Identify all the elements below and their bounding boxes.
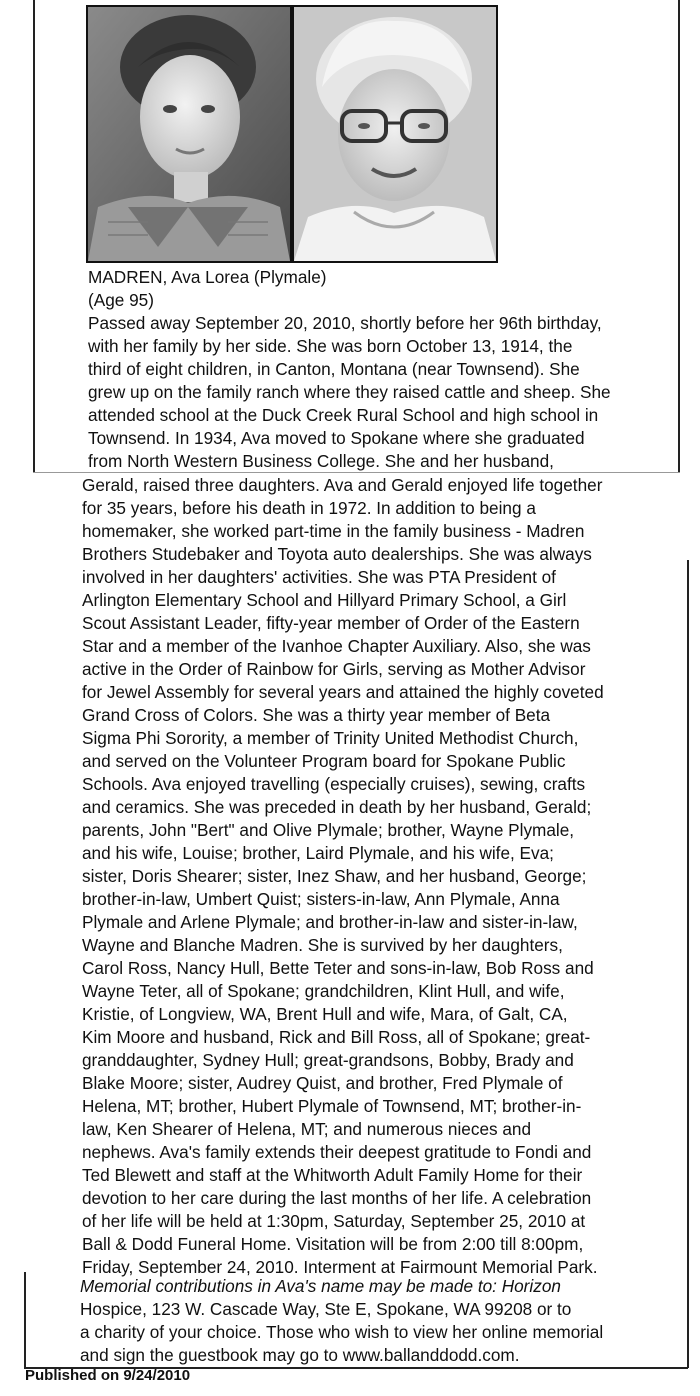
text-line: active in the Order of Rainbow for Girls, serving as Mother Advisor — [82, 659, 586, 679]
text-line: Blake Moore; sister, Audrey Quist, and brother, Fred Plymale of — [82, 1073, 563, 1093]
text-line: Gerald, raised three daughters. Ava and Gerald enjoyed life together — [82, 475, 603, 495]
text-line: Schools. Ava enjoyed travelling (especially cruises), sewing, crafts — [82, 774, 586, 794]
text-line: of her life will be held at 1:30pm, Saturday, September 25, 2010 at — [82, 1211, 586, 1231]
text-line: Grand Cross of Colors. She was a thirty year member of Beta — [82, 705, 551, 725]
text-line: Townsend. In 1934, Ava moved to Spokane where she graduated — [88, 428, 585, 448]
clip-border-right-bottom — [687, 560, 689, 1368]
text-line: Wayne Teter, all of Spokane; grandchildren, Klint Hull, and wife, — [82, 981, 565, 1001]
elderly-portrait-photo — [294, 7, 496, 261]
text-line: Carol Ross, Nancy Hull, Bette Teter and sons-in-law, Bob Ross and — [82, 958, 594, 978]
text-line: for Jewel Assembly for several years and attained the highly coveted — [82, 682, 604, 702]
text-line: Friday, September 24, 2010. Interment at Fairmount Memorial Park. — [82, 1257, 598, 1277]
text-line: Scout Assistant Leader, fifty-year member of Order of the Eastern — [82, 613, 580, 633]
clip-border-left-bottom — [24, 1272, 26, 1368]
clip-border-right-top — [678, 0, 680, 473]
text-line: Passed away September 20, 2010, shortly before her 96th birthday, — [88, 313, 602, 333]
text-line: Kristie, of Longview, WA, Brent Hull and wife, Mara, of Galt, CA, — [82, 1004, 568, 1024]
text-line: Ball & Dodd Funeral Home. Visitation will be from 2:00 till 8:00pm, — [82, 1234, 584, 1254]
text-line: Arlington Elementary School and Hillyard Primary School, a Girl — [82, 590, 567, 610]
text-line: Sigma Phi Sorority, a member of Trinity United Methodist Church, — [82, 728, 579, 748]
obituary-text-memorial — [80, 1275, 603, 1367]
text-line: nephews. Ava's family extends their deepest gratitude to Fondi and — [82, 1142, 592, 1162]
text-line: Wayne and Blanche Madren. She is survived by her daughters, — [82, 935, 563, 955]
text-line: Brothers Studebaker and Toyota auto dealerships. She was always — [82, 544, 592, 564]
obituary-text-top — [88, 266, 611, 473]
published-date: Published on 9/24/2010 — [25, 1367, 191, 1384]
text-line: Star and a member of the Ivanhoe Chapter Auxiliary. Also, she was — [82, 636, 591, 656]
text-line: from North Western Business College. She and her husband, — [88, 451, 554, 471]
text-line: and his wife, Louise; brother, Laird Plymale, and his wife, Eva; — [82, 843, 554, 863]
text-line: Ted Blewett and staff at the Whitworth Adult Family Home for their — [82, 1165, 583, 1185]
young-portrait-photo — [88, 7, 290, 261]
text-line: a charity of your choice. Those who wish to view her online memorial — [80, 1322, 604, 1342]
text-line: and served on the Volunteer Program board for Spokane Public — [82, 751, 566, 771]
text-line: and ceramics. She was preceded in death by her husband, Gerald; — [82, 797, 592, 817]
text-line: grew up on the family ranch where they raised cattle and sheep. She — [88, 382, 611, 402]
text-line: third of eight children, in Canton, Montana (near Townsend). She — [88, 359, 580, 379]
text-line: Helena, MT; brother, Hubert Plymale of Townsend, MT; brother-in- — [82, 1096, 582, 1116]
text-line: law, Ken Shearer of Helena, MT; and numerous nieces and — [82, 1119, 532, 1139]
name-heading: MADREN, Ava Lorea (Plymale) — [88, 267, 327, 287]
text-line: parents, John "Bert" and Olive Plymale; brother, Wayne Plymale, — [82, 820, 575, 840]
text-line: attended school at the Duck Creek Rural School and high school in — [88, 405, 599, 425]
text-line: Plymale and Arlene Plymale; and brother-in-law and sister-in-law, — [82, 912, 578, 932]
text-line: and sign the guestbook may go to www.ballanddodd.com. — [80, 1345, 520, 1365]
text-line: with her family by her side. She was born October 13, 1914, the — [88, 336, 573, 356]
text-line: homemaker, she worked part-time in the family business - Madren — [82, 521, 585, 541]
memorial-italic-line: Memorial contributions in Ava's name may be made to: Horizon — [80, 1276, 561, 1296]
text-line: Hospice, 123 W. Cascade Way, Ste E, Spokane, WA 99208 or to — [80, 1299, 572, 1319]
text-line: Kim Moore and husband, Rick and Bill Ross, all of Spokane; great- — [82, 1027, 591, 1047]
text-line: sister, Doris Shearer; sister, Inez Shaw, and her husband, George; — [82, 866, 587, 886]
text-line: devotion to her care during the last months of her life. A celebration — [82, 1188, 592, 1208]
age-line: (Age 95) — [88, 290, 154, 310]
clip-border-left-top — [33, 0, 35, 473]
text-line: granddaughter, Sydney Hull; great-grandsons, Bobby, Brady and — [82, 1050, 574, 1070]
text-line: involved in her daughters' activities. She was PTA President of — [82, 567, 556, 587]
photo-frame — [86, 5, 498, 263]
text-line: brother-in-law, Umbert Quist; sisters-in-law, Ann Plymale, Anna — [82, 889, 560, 909]
obituary-text-body — [82, 474, 604, 1279]
text-line: for 35 years, before his death in 1972. In addition to being a — [82, 498, 536, 518]
